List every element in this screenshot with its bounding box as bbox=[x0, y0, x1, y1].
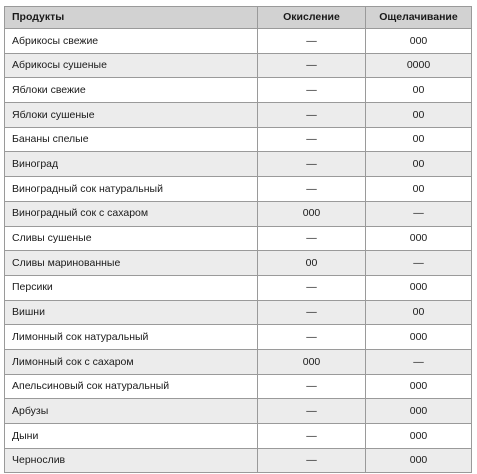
oxidation-cell: 000 bbox=[258, 349, 366, 374]
product-cell: Дыни bbox=[5, 424, 258, 449]
alkalization-cell: — bbox=[366, 349, 472, 374]
oxidation-cell: — bbox=[258, 53, 366, 78]
product-cell: Виноград bbox=[5, 152, 258, 177]
oxidation-cell: — bbox=[258, 399, 366, 424]
product-cell: Вишни bbox=[5, 300, 258, 325]
table-row bbox=[5, 349, 472, 374]
oxidation-cell: — bbox=[258, 103, 366, 128]
table-row bbox=[5, 399, 472, 424]
table-row bbox=[5, 300, 472, 325]
oxidation-cell: — bbox=[258, 226, 366, 251]
alkalization-cell: 0000 bbox=[366, 53, 472, 78]
table-row bbox=[5, 448, 472, 473]
oxidation-cell: — bbox=[258, 152, 366, 177]
product-cell: Арбузы bbox=[5, 399, 258, 424]
alkalization-cell: 00 bbox=[366, 127, 472, 152]
table-row bbox=[5, 53, 472, 78]
table-row bbox=[5, 152, 472, 177]
alkalization-cell: 000 bbox=[366, 374, 472, 399]
product-cell: Бананы спелые bbox=[5, 127, 258, 152]
alkalization-cell: 000 bbox=[366, 399, 472, 424]
alkalization-cell: 000 bbox=[366, 29, 472, 54]
product-cell: Виноградный сок натуральный bbox=[5, 177, 258, 202]
oxidation-cell: 00 bbox=[258, 251, 366, 276]
oxidation-cell: — bbox=[258, 448, 366, 473]
table-row bbox=[5, 251, 472, 276]
product-cell: Персики bbox=[5, 275, 258, 300]
oxidation-cell: — bbox=[258, 78, 366, 103]
table-body bbox=[5, 29, 472, 473]
table-row bbox=[5, 424, 472, 449]
alkalization-cell: 000 bbox=[366, 448, 472, 473]
oxidation-cell: — bbox=[258, 29, 366, 54]
table-row bbox=[5, 325, 472, 350]
product-cell: Лимонный сок натуральный bbox=[5, 325, 258, 350]
alkalization-cell: — bbox=[366, 251, 472, 276]
header-oxidation: Окисление bbox=[258, 7, 366, 29]
oxidation-cell: — bbox=[258, 374, 366, 399]
alkalization-cell: 00 bbox=[366, 103, 472, 128]
product-cell: Апельсиновый сок натуральный bbox=[5, 374, 258, 399]
product-cell: Чернослив bbox=[5, 448, 258, 473]
oxidation-cell: — bbox=[258, 325, 366, 350]
alkalization-cell: 00 bbox=[366, 177, 472, 202]
table-header bbox=[5, 7, 472, 29]
table-row bbox=[5, 275, 472, 300]
product-cell: Яблоки сушеные bbox=[5, 103, 258, 128]
oxidation-cell: — bbox=[258, 300, 366, 325]
alkalization-cell: 00 bbox=[366, 300, 472, 325]
oxidation-cell: — bbox=[258, 127, 366, 152]
alkalization-cell: 000 bbox=[366, 226, 472, 251]
oxidation-cell: 000 bbox=[258, 201, 366, 226]
oxidation-cell: — bbox=[258, 177, 366, 202]
product-cell: Сливы сушеные bbox=[5, 226, 258, 251]
product-cell: Абрикосы сушеные bbox=[5, 53, 258, 78]
alkalization-cell: 000 bbox=[366, 275, 472, 300]
product-cell: Абрикосы свежие bbox=[5, 29, 258, 54]
oxidation-cell: — bbox=[258, 275, 366, 300]
product-cell: Сливы маринованные bbox=[5, 251, 258, 276]
oxidation-cell: — bbox=[258, 424, 366, 449]
product-cell: Лимонный сок с сахаром bbox=[5, 349, 258, 374]
header-products: Продукты bbox=[5, 7, 258, 29]
products-table-container bbox=[4, 6, 471, 473]
table-row bbox=[5, 127, 472, 152]
table-row bbox=[5, 374, 472, 399]
table-row bbox=[5, 201, 472, 226]
table-row bbox=[5, 78, 472, 103]
alkalization-cell: 00 bbox=[366, 152, 472, 177]
table-row bbox=[5, 29, 472, 54]
table-row bbox=[5, 177, 472, 202]
alkalization-cell: 000 bbox=[366, 424, 472, 449]
header-row bbox=[5, 7, 472, 29]
alkalization-cell: — bbox=[366, 201, 472, 226]
products-table bbox=[4, 6, 472, 473]
product-cell: Виноградный сок с сахаром bbox=[5, 201, 258, 226]
table-row bbox=[5, 103, 472, 128]
alkalization-cell: 00 bbox=[366, 78, 472, 103]
header-alkalization: Ощелачивание bbox=[366, 7, 472, 29]
table-row bbox=[5, 226, 472, 251]
alkalization-cell: 000 bbox=[366, 325, 472, 350]
product-cell: Яблоки свежие bbox=[5, 78, 258, 103]
